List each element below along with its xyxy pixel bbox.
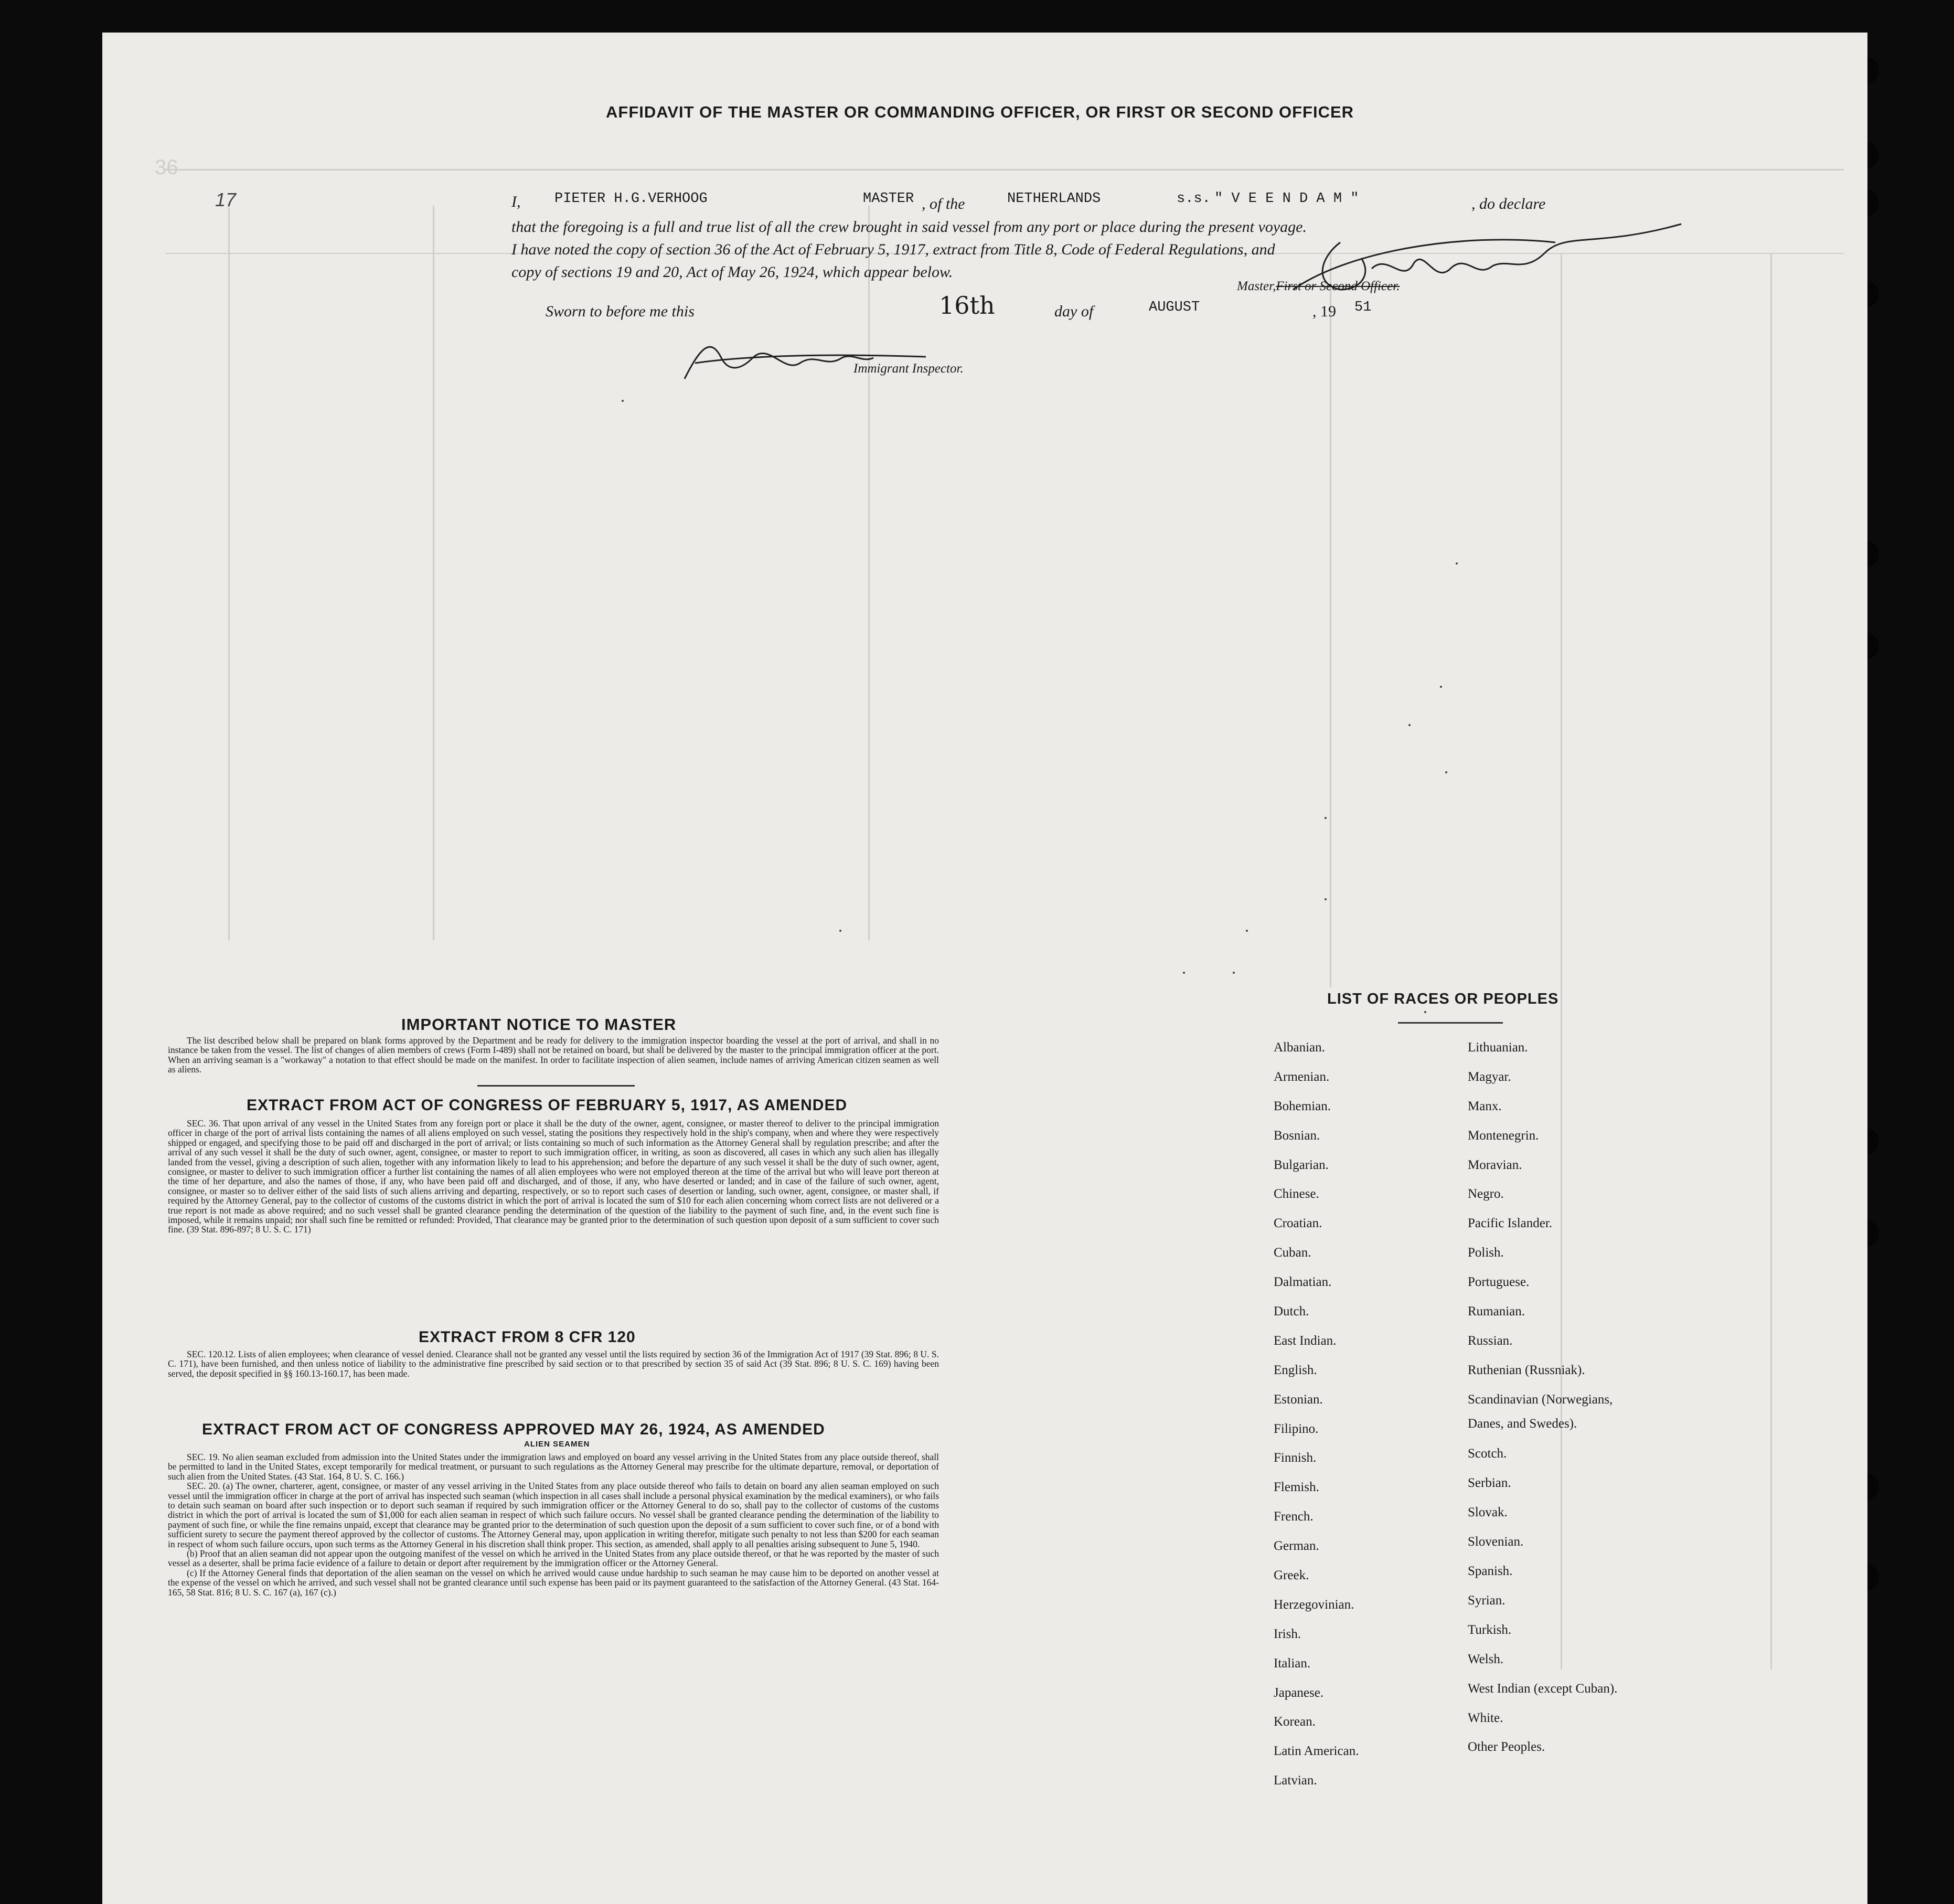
race-item: West Indian (except Cuban). xyxy=(1468,1681,1618,1696)
race-item: Herzegovinian. xyxy=(1274,1597,1354,1612)
year-prefix: , 19 xyxy=(1312,303,1336,320)
race-item: Scandinavian (Norwegians, Danes, and Swedes). xyxy=(1468,1392,1613,1431)
race-item: Moravian. xyxy=(1468,1157,1522,1172)
race-item: Welsh. xyxy=(1468,1652,1504,1666)
race-item: Pacific Islander. xyxy=(1468,1216,1553,1231)
notice-rule xyxy=(477,1085,635,1087)
inspector-caption: Immigrant Inspector. xyxy=(853,361,964,376)
margin-faint-number: 36 xyxy=(155,156,178,179)
race-item: Lithuanian. xyxy=(1468,1040,1528,1055)
bleed-through-rule xyxy=(1330,253,1331,987)
race-item: Portuguese. xyxy=(1468,1275,1530,1290)
sec36-paragraph: SEC. 36. That upon arrival of any vessel in the United States from any foreign port or place it shall be the duty of the owner, agent, consignee, or master thereof to deliver to the principal immigration officer in charge of the port of arrival lists containing the names of all aliens employed on such vessel, stating the positions they respectively hold in the ship's company, when and where they were respectively shipped or engaged, and specifying those to be paid off and discharged in the port of arrival; or lists containing so much of such information as the Attorney General shall by regulation prescribe; and after the arrival of any such vessel it shall be the duty of such owner, agent, consignee, or master to report to such immigration officer, in writing, as soon as discovered, all cases in which any such alien has illegally landed from the vessel, giving a description of such alien, together with any information likely to lead to his apprehension; and before the departure of any such vessel it shall be the duty of such owner, agent, consignee, or master to deliver to such immigration officer a further list containing the names of all alien employees who were not employed thereon at the time of the arrival but who will leave port thereon at the time of her departure, and also the names of those, if any, who have been paid off and discharged, and of those, if any, who have deserted or landed; and in case of the failure of such owner, agent, consignee, or master so to deliver either of the said lists of such aliens arriving and departing, respectively, or so to report such cases of desertion or landing, such owner, agent, consignee, or master shall, if required by the Attorney General, pay to the collector of customs of the customs district in which the port of arrival is located the sum of $10 for each alien concerning whom correct lists are not delivered or a true report is not made as above required; and no such vessel shall be granted clearance pending the determination of the question of the liability to the payment of such fine, and, in the event such fine is imposed, while it remains unpaid; nor shall such fine be remitted or refunded: Provided, That clearance may be granted prior to the determination of such question upon deposit of a sum sufficient to cover such fine. (39 Stat. 896-897; 8 U. S. C. 171) xyxy=(168,1118,939,1235)
scan-speck xyxy=(839,930,841,932)
extract-cfr-body xyxy=(168,1349,939,1378)
officer-name: PIETER H.G.VERHOOG xyxy=(554,191,708,207)
race-item: Italian. xyxy=(1274,1656,1311,1671)
day-of-label: day of xyxy=(1054,303,1094,320)
race-item: English. xyxy=(1274,1363,1317,1377)
sworn-day: 16th xyxy=(939,291,995,320)
race-item: Manx. xyxy=(1468,1099,1502,1113)
races-rule xyxy=(1398,1022,1503,1024)
signature-caption xyxy=(1237,279,1400,294)
master-label: Master, xyxy=(1237,279,1276,293)
extract-1917-body xyxy=(168,1119,939,1235)
races-right-column xyxy=(1468,1040,1678,1769)
extract-1924-title: EXTRACT FROM ACT OF CONGRESS APPROVED MAY 26, 1924, AS AMENDED xyxy=(202,1421,825,1438)
scan-speck xyxy=(1408,724,1411,726)
race-item: Bohemian. xyxy=(1274,1099,1331,1113)
race-item: Turkish. xyxy=(1468,1622,1512,1637)
race-item: Ruthenian (Russniak). xyxy=(1468,1363,1585,1377)
races-left-column xyxy=(1274,1040,1359,1802)
race-item: Japanese. xyxy=(1274,1685,1324,1700)
race-item: Magyar. xyxy=(1468,1069,1511,1084)
race-item: Slovenian. xyxy=(1468,1535,1524,1549)
race-item: Finnish. xyxy=(1274,1451,1317,1465)
race-item: Chinese. xyxy=(1274,1187,1319,1201)
scan-speck xyxy=(1325,817,1327,819)
affidavit-line-4: copy of sections 19 and 20, Act of May 26, 1924, which appear below. xyxy=(511,263,953,281)
affidavit-line-3: I have noted the copy of section 36 of the Act of February 5, 1917, extract from Title 8, Code of Federal Regulations, and xyxy=(511,241,1275,258)
sec20b-paragraph: (b) Proof that an alien seaman did not appear upon the outgoing manifest of the vessel on which he arrived in the United States from any place outside thereof, or that he was reported by the master of such vessel as a deserter, shall be prima facie evidence of a failure to detain or deport after requirement by the immigration officer or the Attorney General. xyxy=(168,1548,939,1569)
race-item: Latin American. xyxy=(1274,1744,1359,1759)
sworn-year: 51 xyxy=(1354,300,1372,315)
bleed-through-rule xyxy=(1770,253,1772,1669)
sworn-prefix: Sworn to before me this xyxy=(546,303,695,320)
officer-rank: MASTER xyxy=(863,191,914,207)
race-item: Greek. xyxy=(1274,1568,1309,1583)
scan-speck xyxy=(1424,1011,1426,1013)
notice-paragraph: The list described below shall be prepared on blank forms approved by the Department and be ready for delivery to the immigration inspector boarding the vessel at the port of arrival, and shall in no instance be taken from the vessel. The list of changes of alien members of crews (Form I-489) shall not be retained on board, but shall be delivered by the master to the principal immigration officer at the port. When an arriving seaman is a "workaway" a notation to that effect should be made on the manifest. In order to facilitate inspection of alien seamen, include names of arriving American citizen seamen as well as aliens. xyxy=(168,1035,939,1075)
scan-speck xyxy=(1456,562,1458,565)
scan-speck xyxy=(1325,898,1327,900)
race-item: Korean. xyxy=(1274,1715,1316,1729)
race-item: Other Peoples. xyxy=(1468,1740,1545,1754)
scan-speck xyxy=(622,400,624,402)
extract-1924-subtitle: ALIEN SEAMEN xyxy=(524,1440,590,1449)
bleed-through-rule xyxy=(433,206,434,940)
race-item: Montenegrin. xyxy=(1468,1128,1539,1143)
scan-speck xyxy=(1440,686,1442,688)
bleed-through-rule xyxy=(165,169,1844,171)
affidavit-title: AFFIDAVIT OF THE MASTER OR COMMANDING OFFICER, OR FIRST OR SECOND OFFICER xyxy=(606,103,1354,121)
notice-body xyxy=(168,1036,939,1075)
sec20c-paragraph: (c) If the Attorney General finds that deportation of the alien seaman on the vessel on which he arrived would cause undue hardship to such seaman he may cause him to be deported on another vessel at the expense of the vessel on which he arrived, and such vessel shall not be granted clearance until such expense has been paid or its payment guaranteed to the satisfaction of the Attorney General. (43 Stat. 164-165, 58 Stat. 816; 8 U. S. C. 167 (a), 167 (c).) xyxy=(168,1567,939,1598)
of-the-label: , of the xyxy=(922,195,965,212)
race-item: Armenian. xyxy=(1274,1069,1330,1084)
sec120-paragraph: SEC. 120.12. Lists of alien employees; when clearance of vessel denied. Clearance shall not be granted any vessel until the lists required by section 36 of the Immigration Act of 1917 (39 Stat. 896; 8 U. S. C. 171), have been furnished, and then unless notice of liability to the administrative fine prescribed by said section or to that prescribed by section 35 of said Act (39 Stat. 896; 8 U. S. C. 169) having been served, the deposit specified in §§ 160.13-160.17, has been made. xyxy=(168,1349,939,1379)
bleed-through-rule xyxy=(228,206,230,940)
scan-speck xyxy=(1233,972,1235,974)
scan-speck xyxy=(1246,930,1248,932)
ship-prefix: s.s. xyxy=(1177,191,1211,207)
race-item: Bulgarian. xyxy=(1274,1157,1329,1172)
sec20a-paragraph: SEC. 20. (a) The owner, charterer, agent, consignee, or master of any vessel arriving in the United States from any place outside thereof who fails to detain on board any alien seaman employed on such vessel until the immigration officer in charge at the port of arrival has inspected such seaman (which inspection in all cases shall include a personal physical examination by the medical examiners), or who fails to detain such seaman on board after such inspection or to deport such seaman if required by such immigration officer or the Attorney General to do so, shall pay to the collector of customs of the customs district in which the port of arrival is located the sum of $1,000 for each alien seaman in respect of which such failure occurs. No vessel shall be granted clearance pending the determination of the liability to payment of such fine, or while the fine remains unpaid, except that clearance may be granted prior to the determination of such question upon the deposit of a sum sufficient to cover such fine, or of a bond with sufficient surety to secure the payment thereof approved by the collector of customs. The Attorney General may, upon application in writing therefor, mitigate such penalty to not less than $200 for each seaman in respect of whom such failure occurs, upon such terms as the Attorney General in his discretion shall think proper. This section, as amended, shall apply to all penalties arising subsequent to June 5, 1940. xyxy=(168,1481,939,1549)
sec19-paragraph: SEC. 19. No alien seaman excluded from admission into the United States under the immigration laws and employed on board any vessel arriving in the United States from any place outside thereof, shall be permitted to land in the United States, except temporarily for medical treatment, or pursuant to such regulations as the Attorney General may prescribe for the ultimate departure, removal, or deportation of such alien from the United States. (43 Stat. 164, 8 U. S. C. 166.) xyxy=(168,1452,939,1482)
master-signature xyxy=(1283,211,1702,316)
notice-title: IMPORTANT NOTICE TO MASTER xyxy=(401,1015,677,1034)
scan-speck xyxy=(1183,972,1185,974)
ship-nationality: NETHERLANDS xyxy=(1007,191,1101,207)
race-item: Polish. xyxy=(1468,1246,1504,1260)
race-item: Rumanian. xyxy=(1468,1304,1525,1319)
races-title: LIST OF RACES OR PEOPLES xyxy=(1327,991,1559,1007)
inspector-signature xyxy=(664,326,936,395)
officer-label-struck: First or Second Officer. xyxy=(1276,279,1400,293)
race-item: Albanian. xyxy=(1274,1040,1325,1055)
race-item: Slovak. xyxy=(1468,1505,1508,1520)
extract-1924-body xyxy=(168,1452,939,1597)
race-item: German. xyxy=(1274,1539,1319,1554)
race-item: Spanish. xyxy=(1468,1564,1513,1579)
ship-name: " V E E N D A M " xyxy=(1214,191,1359,207)
race-item: Croatian. xyxy=(1274,1216,1322,1231)
race-item: Filipino. xyxy=(1274,1421,1319,1436)
race-item: Negro. xyxy=(1468,1187,1504,1201)
race-item: Irish. xyxy=(1274,1626,1301,1641)
affidavit-line-2: that the foregoing is a full and true list of all the crew brought in said vessel from any port or place during the present voyage. xyxy=(511,218,1307,236)
do-declare-label: , do declare xyxy=(1471,195,1546,212)
margin-handwritten-number: 17 xyxy=(215,189,237,210)
race-item: Serbian. xyxy=(1468,1476,1511,1491)
race-item: French. xyxy=(1274,1509,1314,1524)
document-page xyxy=(102,33,1867,1904)
race-item: Russian. xyxy=(1468,1333,1513,1348)
race-item: Bosnian. xyxy=(1274,1128,1320,1143)
race-item: Syrian. xyxy=(1468,1593,1505,1608)
race-item: Dutch. xyxy=(1274,1304,1309,1319)
scan-speck xyxy=(1445,771,1447,773)
extract-1917-title: EXTRACT FROM ACT OF CONGRESS OF FEBRUARY 5, 1917, AS AMENDED xyxy=(247,1097,848,1114)
race-item: White. xyxy=(1468,1710,1503,1725)
race-item: Latvian. xyxy=(1274,1773,1317,1788)
race-item: Dalmatian. xyxy=(1274,1275,1332,1290)
race-item: East Indian. xyxy=(1274,1333,1337,1348)
extract-cfr-title: EXTRACT FROM 8 CFR 120 xyxy=(419,1328,636,1346)
race-item: Scotch. xyxy=(1468,1446,1507,1461)
race-item: Cuban. xyxy=(1274,1246,1311,1260)
sworn-month: AUGUST xyxy=(1149,300,1200,315)
race-item: Flemish. xyxy=(1274,1480,1319,1495)
affidavit-i: I, xyxy=(511,193,521,210)
race-item: Estonian. xyxy=(1274,1392,1323,1407)
